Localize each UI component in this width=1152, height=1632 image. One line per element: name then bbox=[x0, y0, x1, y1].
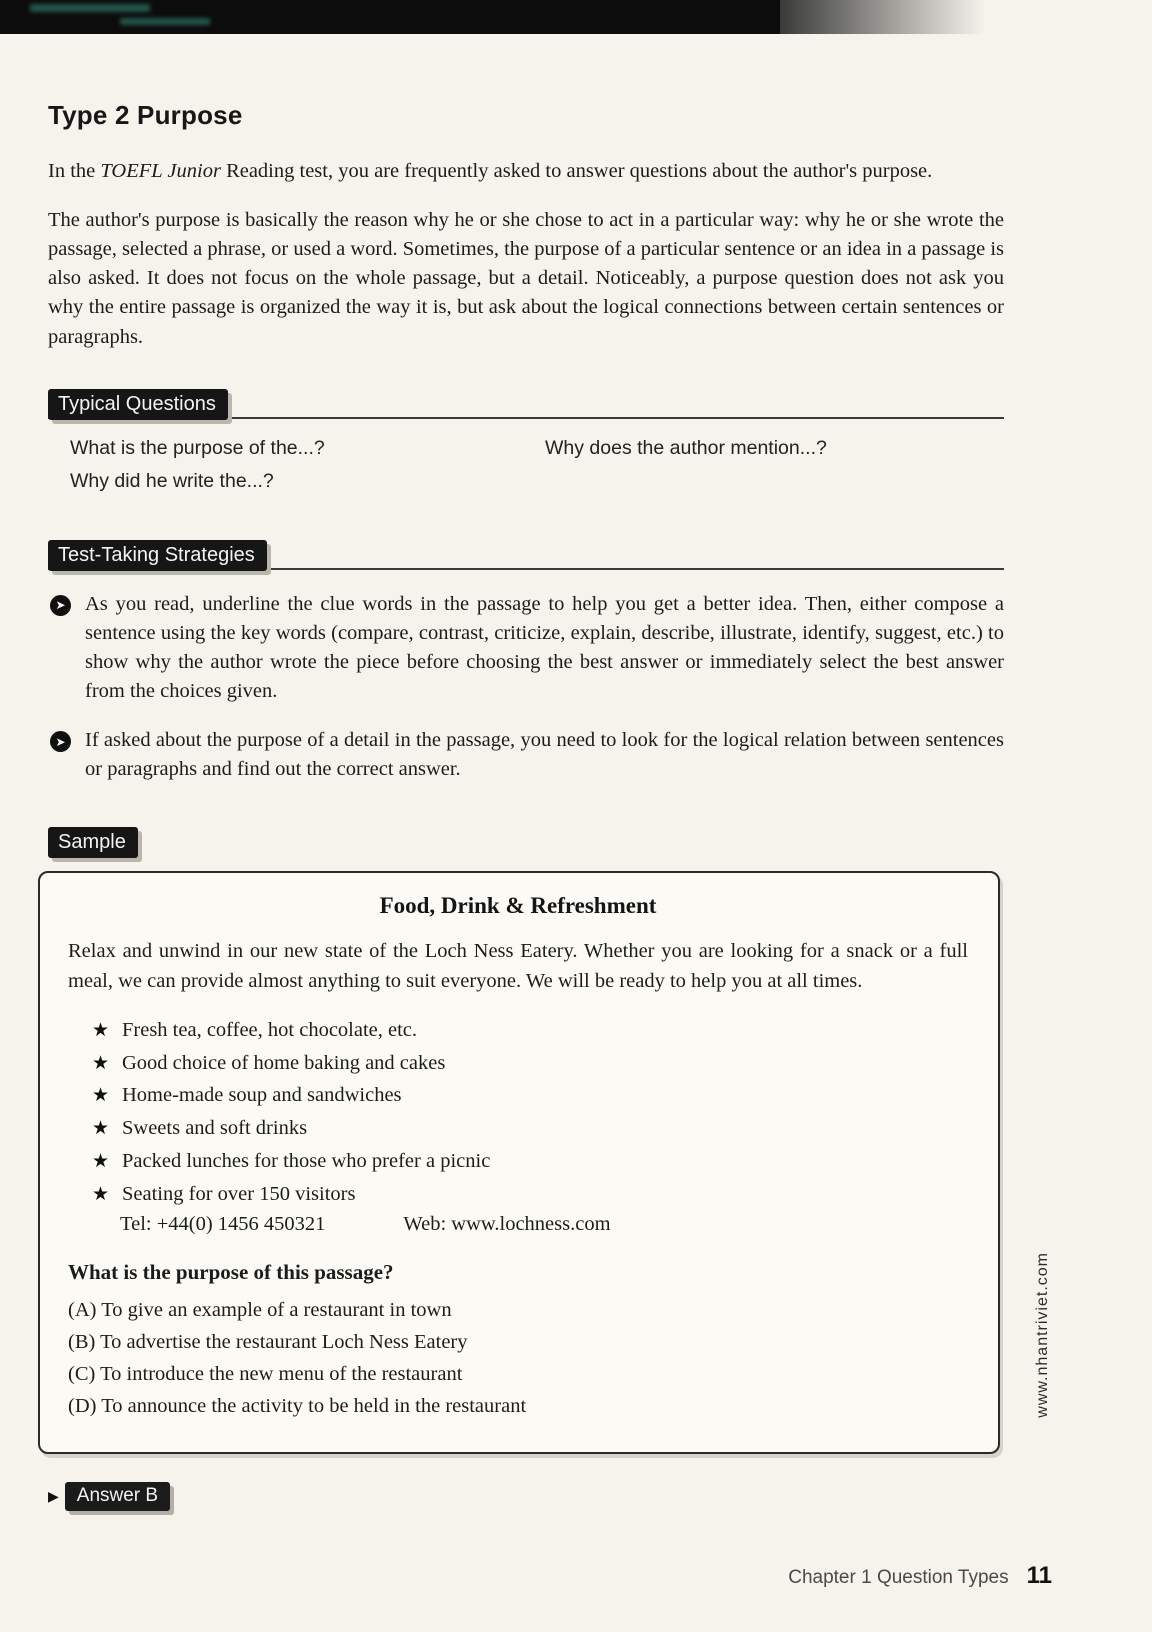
intro-paragraph-2: The author's purpose is basically the reason why he or she chose to act in a particular way: why he or she wrote the passage, selected a phrase, or used a word. Sometimes, the purpose of a particular sentence or an idea in a passage is also asked. It does not focus on the whole passage, but a detail. Noticeably, a purpose question does not ask you why the entire passage is organized the way it is, but ask about the logical connections between certain sentences or paragraphs. bbox=[48, 209, 1004, 348]
chapter-label: Chapter 1 Question Types bbox=[788, 1567, 1009, 1588]
passage-feature-list bbox=[92, 1015, 968, 1210]
arrow-bullet-icon: ➤ bbox=[50, 731, 71, 752]
page-number: 11 bbox=[1026, 1562, 1052, 1589]
typical-questions-list bbox=[70, 437, 1004, 503]
option-d: (D) To announce the activity to be held in the restaurant bbox=[68, 1394, 527, 1417]
publisher-url-vertical: www.nhantriviet.com bbox=[1034, 1252, 1051, 1418]
sample-header bbox=[48, 824, 1004, 855]
typical-questions-header bbox=[48, 386, 1004, 419]
star-icon: ★ bbox=[92, 1150, 110, 1172]
scan-artifact bbox=[30, 4, 150, 12]
strategy-item bbox=[48, 590, 1004, 706]
intro-p1-prefix: In the bbox=[48, 160, 101, 182]
list-item bbox=[92, 1048, 968, 1079]
list-item bbox=[92, 1146, 968, 1177]
passage-title: Food, Drink & Refreshment bbox=[379, 893, 657, 919]
feature-text: Good choice of home baking and cakes bbox=[122, 1051, 446, 1074]
list-item bbox=[92, 1179, 968, 1210]
sample-passage-box bbox=[38, 871, 1000, 1454]
intro-paragraph-1 bbox=[48, 157, 1004, 186]
passage-intro: Relax and unwind in our new state of the Loch Ness Eatery. Whether you are looking for a snack or a full meal, we can provide almost anything to suit everyone. We will be ready to help you at all times. bbox=[68, 940, 968, 993]
sample-question: What is the purpose of this passage? bbox=[68, 1260, 394, 1285]
scan-top-bar-fade bbox=[780, 0, 1152, 34]
typical-question: What is the purpose of the...? bbox=[70, 436, 325, 459]
scan-artifact bbox=[120, 18, 210, 25]
typical-questions-left-column bbox=[70, 437, 545, 503]
website-text: Web: www.lochness.com bbox=[403, 1213, 611, 1236]
answer-options bbox=[68, 1295, 968, 1421]
scan-top-bar bbox=[0, 0, 780, 34]
contact-line bbox=[120, 1213, 968, 1236]
answer-arrow-icon: ▶ bbox=[48, 1488, 59, 1505]
star-icon: ★ bbox=[92, 1183, 110, 1205]
intro-p1-rest: Reading test, you are frequently asked to answer questions about the author's purpose. bbox=[220, 160, 933, 182]
arrow-bullet-icon: ➤ bbox=[50, 595, 71, 616]
strategy-text: As you read, underline the clue words in the passage to help you get a better idea. Then, either compose a sentence using the key words (compare, contrast, criticize, explain, describe, illustrate, identify, suggest, etc.) to show why the author wrote the piece before choosing the best answer or immediately select the best answer from the choices given. bbox=[85, 592, 1004, 702]
option-b: (B) To advertise the restaurant Loch Ness Eatery bbox=[68, 1331, 468, 1353]
typical-questions-right-column bbox=[545, 437, 827, 503]
list-item bbox=[92, 1080, 968, 1111]
answer-badge: Answer B bbox=[65, 1482, 170, 1511]
page-title: Type 2 Purpose bbox=[48, 100, 243, 130]
sample-badge: Sample bbox=[48, 827, 138, 858]
feature-text: Sweets and soft drinks bbox=[122, 1117, 308, 1139]
page-content bbox=[0, 34, 1152, 1511]
list-item bbox=[92, 1113, 968, 1144]
feature-text: Packed lunches for those who prefer a picnic bbox=[122, 1149, 491, 1172]
option-c: (C) To introduce the new menu of the restaurant bbox=[68, 1362, 463, 1385]
intro-p1-italic: TOEFL Junior bbox=[100, 160, 221, 182]
star-icon: ★ bbox=[92, 1118, 110, 1139]
option-a: (A) To give an example of a restaurant in town bbox=[68, 1299, 452, 1322]
strategy-text: If asked about the purpose of a detail in the passage, you need to look for the logical relation between sentences or paragraphs and find out the correct answer. bbox=[85, 729, 1004, 781]
typical-question: Why did he write the...? bbox=[70, 469, 274, 492]
page-footer bbox=[788, 1562, 1052, 1590]
star-icon: ★ bbox=[92, 1052, 110, 1074]
feature-text: Home-made soup and sandwiches bbox=[122, 1084, 402, 1107]
typical-question: Why does the author mention...? bbox=[545, 436, 827, 459]
star-icon: ★ bbox=[92, 1019, 110, 1041]
telephone-text: Tel: +44(0) 1456 450321 bbox=[120, 1213, 326, 1236]
feature-text: Seating for over 150 visitors bbox=[122, 1182, 356, 1205]
answer-row bbox=[48, 1482, 1004, 1511]
strategies-badge: Test-Taking Strategies bbox=[48, 540, 267, 571]
feature-text: Fresh tea, coffee, hot chocolate, etc. bbox=[122, 1018, 418, 1041]
strategies-header bbox=[48, 537, 1004, 570]
star-icon: ★ bbox=[92, 1085, 110, 1107]
typical-questions-badge: Typical Questions bbox=[48, 389, 228, 420]
strategy-item bbox=[48, 726, 1004, 784]
list-item bbox=[92, 1015, 968, 1046]
